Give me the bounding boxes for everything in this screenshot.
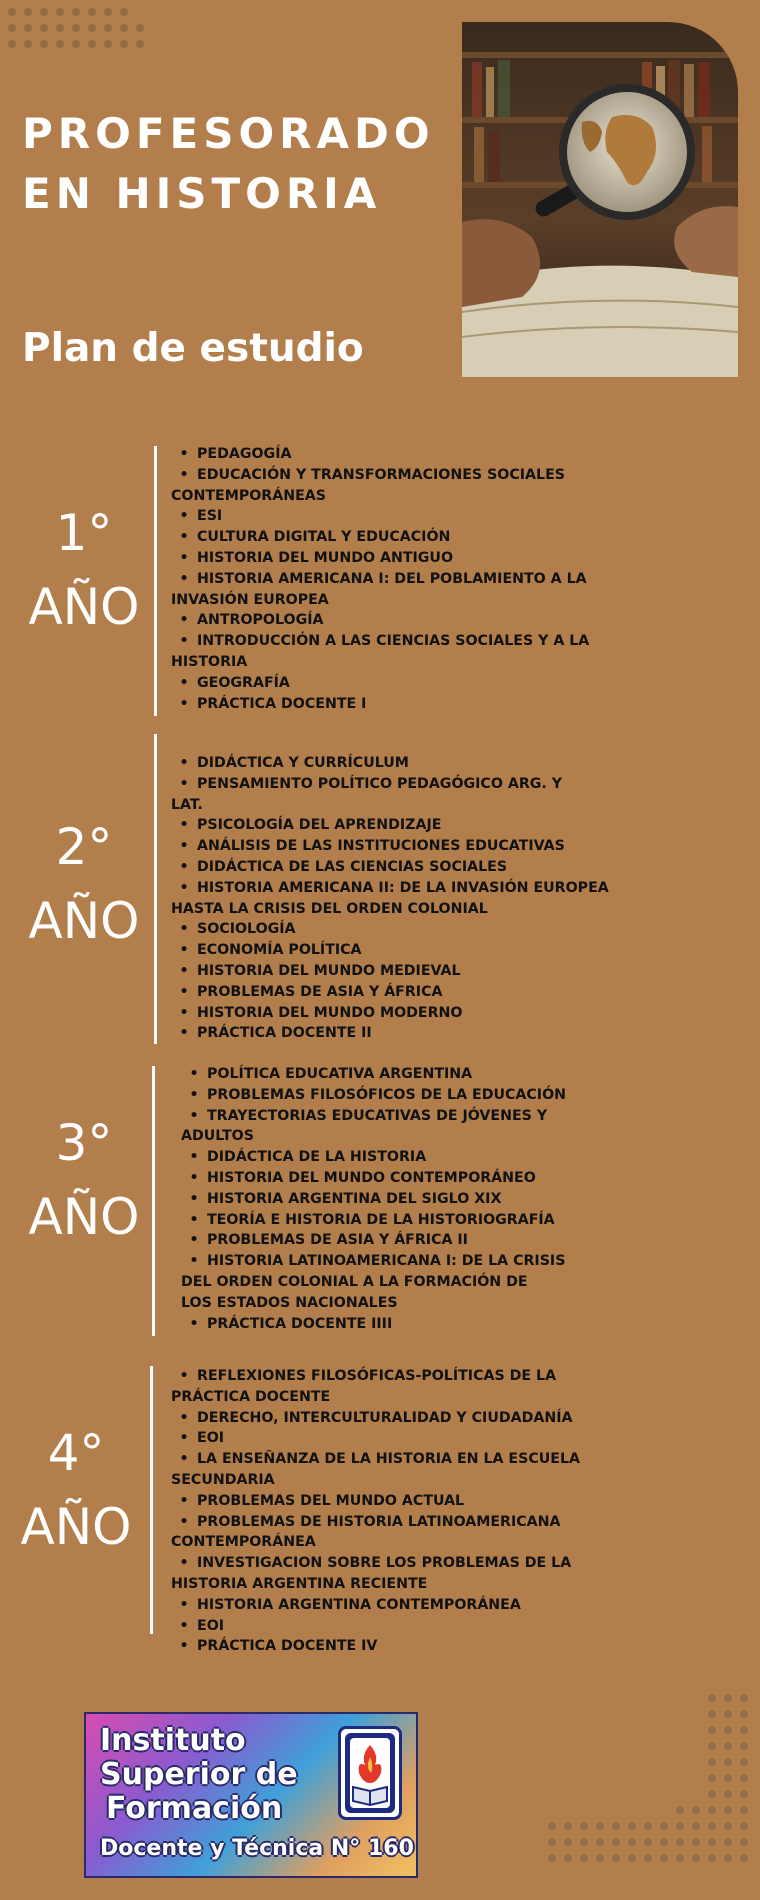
subject-item (171, 1595, 580, 1616)
subject-item (181, 1230, 566, 1251)
subject-item-continuation (171, 486, 589, 507)
subject-item (181, 1085, 566, 1106)
dot (724, 1790, 732, 1798)
subject-text: EOI (197, 1617, 225, 1634)
logo-line-2: Superior de (100, 1757, 298, 1792)
dot (708, 1710, 716, 1718)
subject-text: PRÁCTICA DOCENTE I (197, 695, 367, 712)
dot (104, 8, 112, 16)
title-line-2: EN HISTORIA (22, 169, 382, 218)
dot (580, 1838, 588, 1846)
dot (596, 1838, 604, 1846)
subject-item (171, 1636, 580, 1657)
dot (692, 1838, 700, 1846)
dot (708, 1854, 716, 1862)
dot (40, 40, 48, 48)
year-2-divider (154, 734, 157, 1044)
bullet-icon: • (179, 775, 189, 792)
dot (740, 1854, 748, 1862)
subject-item (171, 527, 589, 548)
dot (612, 1854, 620, 1862)
dot (724, 1694, 732, 1702)
subject-item (171, 753, 609, 774)
bullet-icon: • (189, 1211, 199, 1228)
subject-item (171, 774, 609, 795)
subject-item (181, 1314, 566, 1335)
subject-item (171, 694, 589, 715)
dot (548, 1854, 556, 1862)
subject-item (171, 610, 589, 631)
year-1-word: AÑO (28, 578, 140, 636)
year-4-number: 4° (47, 1424, 105, 1482)
dot (644, 1854, 652, 1862)
subject-text: POLÍTICA EDUCATIVA ARGENTINA (207, 1066, 473, 1082)
subject-item-continuation (181, 1293, 566, 1314)
dot (708, 1790, 716, 1798)
bullet-icon: • (189, 1315, 199, 1332)
dot (548, 1822, 556, 1830)
year-4-subject-list (171, 1366, 580, 1657)
logo-line-3: Formación (106, 1791, 283, 1826)
subject-text: TEORÍA E HISTORIA DE LA HISTORIOGRAFÍA (207, 1211, 555, 1228)
dot (676, 1822, 684, 1830)
dot (740, 1822, 748, 1830)
bullet-icon: • (189, 1169, 199, 1186)
dot (740, 1838, 748, 1846)
dot (72, 40, 80, 48)
dot (104, 24, 112, 32)
magnifying-glass-globe-icon (462, 22, 738, 377)
dot (72, 8, 80, 16)
dot (692, 1854, 700, 1862)
subject-text: PROBLEMAS DE HISTORIA LATINOAMERICANA (197, 1513, 561, 1530)
subject-item (171, 878, 609, 899)
bullet-icon: • (179, 1409, 189, 1426)
subject-item (171, 569, 589, 590)
bullet-icon: • (179, 466, 189, 483)
year-3-number: 3° (55, 1114, 113, 1172)
subject-item-continuation (171, 652, 589, 673)
subject-item (171, 836, 609, 857)
dot (8, 8, 16, 16)
subject-text: PENSAMIENTO POLÍTICO PEDAGÓGICO ARG. Y (197, 775, 562, 792)
magnifying-glass-photo (462, 22, 738, 377)
dot (708, 1742, 716, 1750)
subject-text: PRÁCTICA DOCENTE IV (197, 1638, 378, 1655)
subject-text: HISTORIA AMERICANA II: DE LA INVASIÓN EUROPEA (197, 879, 609, 896)
dot (24, 40, 32, 48)
year-1-subject-list (171, 444, 589, 714)
subject-item-continuation (171, 1470, 580, 1491)
subject-text: PRÁCTICA DOCENTE II (197, 1025, 372, 1042)
subject-text: DEL ORDEN COLONIAL A LA FORMACIÓN DE (181, 1273, 528, 1290)
year-3-label (14, 1106, 154, 1254)
subject-item (171, 1366, 580, 1387)
subject-text: TRAYECTORIAS EDUCATIVAS DE JÓVENES Y (207, 1107, 548, 1124)
dot (628, 1854, 636, 1862)
bullet-icon: • (179, 1368, 189, 1384)
year-2-label (14, 810, 154, 958)
subject-item (181, 1147, 566, 1168)
subject-text: DIDÁCTICA Y CURRÍCULUM (197, 755, 409, 771)
dot (88, 8, 96, 16)
logo-line-1: Instituto (100, 1723, 246, 1758)
dot (708, 1822, 716, 1830)
bullet-icon: • (179, 921, 189, 938)
subject-text: GEOGRAFÍA (197, 674, 290, 691)
year-1-label (14, 496, 154, 644)
subject-item (171, 673, 589, 694)
dot (56, 8, 64, 16)
dot (740, 1758, 748, 1766)
subject-item-continuation (171, 899, 609, 920)
dot (708, 1694, 716, 1702)
subject-text: HISTORIA DEL MUNDO MODERNO (197, 1004, 463, 1021)
subject-item (171, 1428, 580, 1449)
dot (676, 1806, 684, 1814)
bullet-icon: • (179, 446, 189, 462)
dot (88, 24, 96, 32)
dot (644, 1838, 652, 1846)
year-4-word: AÑO (20, 1498, 132, 1556)
subject-text: CONTEMPORÁNEA (171, 1534, 316, 1551)
subject-item-continuation (171, 590, 589, 611)
page-subtitle: Plan de estudio (22, 326, 364, 371)
subject-item (171, 506, 589, 527)
bullet-icon: • (179, 983, 189, 1000)
dot (724, 1774, 732, 1782)
dot (740, 1806, 748, 1814)
bullet-icon: • (179, 633, 189, 650)
subject-text: DERECHO, INTERCULTURALIDAD Y CIUDADANÍA (197, 1409, 573, 1426)
subject-text: DIDÁCTICA DE LA HISTORIA (207, 1149, 427, 1166)
subject-text: HISTORIA ARGENTINA CONTEMPORÁNEA (197, 1596, 521, 1613)
dot (724, 1822, 732, 1830)
year-4-divider (150, 1366, 153, 1634)
subject-item-continuation (181, 1126, 566, 1147)
bullet-icon: • (179, 1451, 189, 1468)
bullet-icon: • (189, 1190, 199, 1207)
dot (660, 1854, 668, 1862)
dot (740, 1726, 748, 1734)
subject-text: HISTORIA AMERICANA I: DEL POBLAMIENTO A LA (197, 570, 587, 587)
bullet-icon: • (179, 755, 189, 771)
subject-text: ADULTOS (181, 1128, 254, 1145)
dot (724, 1806, 732, 1814)
dot (120, 40, 128, 48)
bullet-icon: • (189, 1232, 199, 1249)
dot (676, 1838, 684, 1846)
subject-item (171, 961, 609, 982)
bullet-icon: • (179, 1596, 189, 1613)
page-title (22, 104, 435, 224)
year-3-divider (152, 1066, 155, 1336)
dot (724, 1726, 732, 1734)
bullet-icon: • (179, 962, 189, 979)
dot (72, 24, 80, 32)
title-line-1: PROFESORADO (22, 109, 435, 158)
subject-item (171, 631, 589, 652)
dot (564, 1854, 572, 1862)
dot (740, 1790, 748, 1798)
subject-text: ANÁLISIS DE LAS INSTITUCIONES EDUCATIVAS (197, 838, 565, 855)
dot (724, 1742, 732, 1750)
subject-item (181, 1064, 566, 1085)
dot (564, 1838, 572, 1846)
subject-text: HISTORIA ARGENTINA DEL SIGLO XIX (207, 1190, 502, 1207)
bullet-icon: • (179, 1513, 189, 1530)
subject-item (171, 815, 609, 836)
subject-text: HISTORIA ARGENTINA RECIENTE (171, 1575, 428, 1592)
subject-text: HISTORIA DEL MUNDO MEDIEVAL (197, 962, 461, 979)
subject-text: HASTA LA CRISIS DEL ORDEN COLONIAL (171, 900, 488, 917)
subject-text: INVASIÓN EUROPEA (171, 591, 329, 608)
logo-line-4: Docente y Técnica N° 160 (100, 1836, 414, 1861)
dot (24, 24, 32, 32)
dot (708, 1838, 716, 1846)
year-2-subject-list (171, 753, 609, 1044)
bullet-icon: • (179, 879, 189, 896)
dot (644, 1822, 652, 1830)
bullet-icon: • (179, 817, 189, 834)
subject-text: PROBLEMAS DEL MUNDO ACTUAL (197, 1492, 465, 1509)
subject-text: SECUNDARIA (171, 1471, 275, 1488)
bullet-icon: • (189, 1107, 199, 1124)
dot (708, 1774, 716, 1782)
dot (56, 40, 64, 48)
subject-item-continuation (171, 1574, 580, 1595)
dot (104, 40, 112, 48)
subject-text: DIDÁCTICA DE LAS CIENCIAS SOCIALES (197, 858, 508, 875)
dot (120, 24, 128, 32)
subject-item-continuation (171, 1532, 580, 1553)
book-flame-emblem-icon (338, 1726, 402, 1820)
dot (40, 8, 48, 16)
year-2-number: 2° (55, 818, 113, 876)
year-3-subject-list (181, 1064, 566, 1334)
dot (580, 1854, 588, 1862)
subject-text: LAT. (171, 796, 203, 813)
bullet-icon: • (179, 549, 189, 566)
subject-text: INTRODUCCIÓN A LAS CIENCIAS SOCIALES Y A LA (197, 633, 590, 650)
subject-text: HISTORIA DEL MUNDO CONTEMPORÁNEO (207, 1169, 536, 1186)
dot (596, 1822, 604, 1830)
dot (740, 1742, 748, 1750)
subject-item (181, 1168, 566, 1189)
subject-text: CONTEMPORÁNEAS (171, 487, 326, 504)
dot (612, 1838, 620, 1846)
subject-item (171, 1023, 609, 1044)
subject-text: PSICOLOGÍA DEL APRENDIZAJE (197, 817, 442, 834)
dot (740, 1694, 748, 1702)
subject-text: PEDAGOGÍA (197, 446, 292, 462)
subject-item (181, 1106, 566, 1127)
subject-item (171, 1449, 580, 1470)
dot (740, 1710, 748, 1718)
dot (660, 1822, 668, 1830)
dot (596, 1854, 604, 1862)
subject-text: ECONOMÍA POLÍTICA (197, 942, 362, 959)
dot (8, 40, 16, 48)
bullet-icon: • (189, 1149, 199, 1166)
bullet-icon: • (179, 1004, 189, 1021)
dot (564, 1822, 572, 1830)
dot (612, 1822, 620, 1830)
year-3-word: AÑO (28, 1188, 140, 1246)
logo-text (100, 1724, 298, 1826)
year-4-label (6, 1416, 146, 1564)
dot (56, 24, 64, 32)
bullet-icon: • (179, 674, 189, 691)
subject-text: INVESTIGACION SOBRE LOS PROBLEMAS DE LA (197, 1555, 572, 1572)
institute-logo (84, 1712, 418, 1878)
bullet-icon: • (179, 858, 189, 875)
subject-item (171, 548, 589, 569)
subject-item (171, 1553, 580, 1574)
subject-text: PROBLEMAS DE ASIA Y ÁFRICA (197, 983, 443, 1000)
subject-item-continuation (171, 795, 609, 816)
dot (120, 8, 128, 16)
year-1-number: 1° (55, 504, 113, 562)
bullet-icon: • (179, 1555, 189, 1572)
subject-item (171, 444, 589, 465)
bullet-icon: • (179, 1492, 189, 1509)
bullet-icon: • (179, 942, 189, 959)
bullet-icon: • (179, 838, 189, 855)
bullet-icon: • (189, 1086, 199, 1103)
bullet-icon: • (179, 612, 189, 629)
dot (676, 1854, 684, 1862)
dot (40, 24, 48, 32)
subject-item-continuation (171, 1387, 580, 1408)
dot (708, 1758, 716, 1766)
dot (628, 1822, 636, 1830)
bullet-icon: • (179, 1638, 189, 1655)
subject-text: ESI (197, 508, 223, 525)
subject-item (171, 1512, 580, 1533)
year-1-divider (154, 446, 157, 716)
subject-text: HISTORIA DEL MUNDO ANTIGUO (197, 549, 454, 566)
subject-item (171, 857, 609, 878)
dot (692, 1822, 700, 1830)
dot (724, 1758, 732, 1766)
subject-item (171, 1003, 609, 1024)
subject-item (171, 1616, 580, 1637)
subject-text: PRÁCTICA DOCENTE IIII (207, 1315, 393, 1332)
bullet-icon: • (179, 570, 189, 587)
dot (8, 24, 16, 32)
bullet-icon: • (179, 1025, 189, 1042)
bullet-icon: • (179, 1430, 189, 1447)
dot (136, 24, 144, 32)
bullet-icon: • (189, 1253, 199, 1270)
subject-text: EDUCACIÓN Y TRANSFORMACIONES SOCIALES (197, 466, 565, 483)
dot (136, 40, 144, 48)
subject-item (171, 1491, 580, 1512)
dot (724, 1710, 732, 1718)
subject-text: PROBLEMAS DE ASIA Y ÁFRICA II (207, 1232, 468, 1249)
subject-text: SOCIOLOGÍA (197, 921, 296, 938)
bullet-icon: • (179, 508, 189, 525)
subject-text: REFLEXIONES FILOSÓFICAS-POLÍTICAS DE LA (197, 1368, 557, 1384)
dot (740, 1774, 748, 1782)
subject-item (171, 1408, 580, 1429)
dot (724, 1838, 732, 1846)
dot (24, 8, 32, 16)
subject-item (171, 465, 589, 486)
subject-text: PRÁCTICA DOCENTE (171, 1388, 331, 1405)
subject-text: PROBLEMAS FILOSÓFICOS DE LA EDUCACIÓN (207, 1086, 567, 1103)
subject-text: ANTROPOLOGÍA (197, 612, 324, 629)
bullet-icon: • (179, 695, 189, 712)
subject-item (171, 919, 609, 940)
dot (548, 1838, 556, 1846)
subject-item (171, 982, 609, 1003)
dot (724, 1854, 732, 1862)
year-2-word: AÑO (28, 892, 140, 950)
dot (708, 1726, 716, 1734)
bullet-icon: • (189, 1066, 199, 1082)
dot (660, 1838, 668, 1846)
subject-text: EOI (197, 1430, 225, 1447)
subject-text: HISTORIA (171, 653, 248, 670)
dot (88, 40, 96, 48)
bullet-icon: • (179, 1617, 189, 1634)
dot (580, 1822, 588, 1830)
dot (692, 1806, 700, 1814)
subject-item-continuation (181, 1272, 566, 1293)
subject-text: HISTORIA LATINOAMERICANA I: DE LA CRISIS (207, 1253, 566, 1270)
subject-item (181, 1251, 566, 1272)
bullet-icon: • (179, 529, 189, 546)
subject-item (181, 1189, 566, 1210)
subject-item (171, 940, 609, 961)
dot (708, 1806, 716, 1814)
subject-item (181, 1210, 566, 1231)
subject-text: LOS ESTADOS NACIONALES (181, 1294, 398, 1311)
subject-text: CULTURA DIGITAL Y EDUCACIÓN (197, 529, 451, 546)
dot (628, 1838, 636, 1846)
subject-text: LA ENSEÑANZA DE LA HISTORIA EN LA ESCUELA (197, 1451, 580, 1468)
